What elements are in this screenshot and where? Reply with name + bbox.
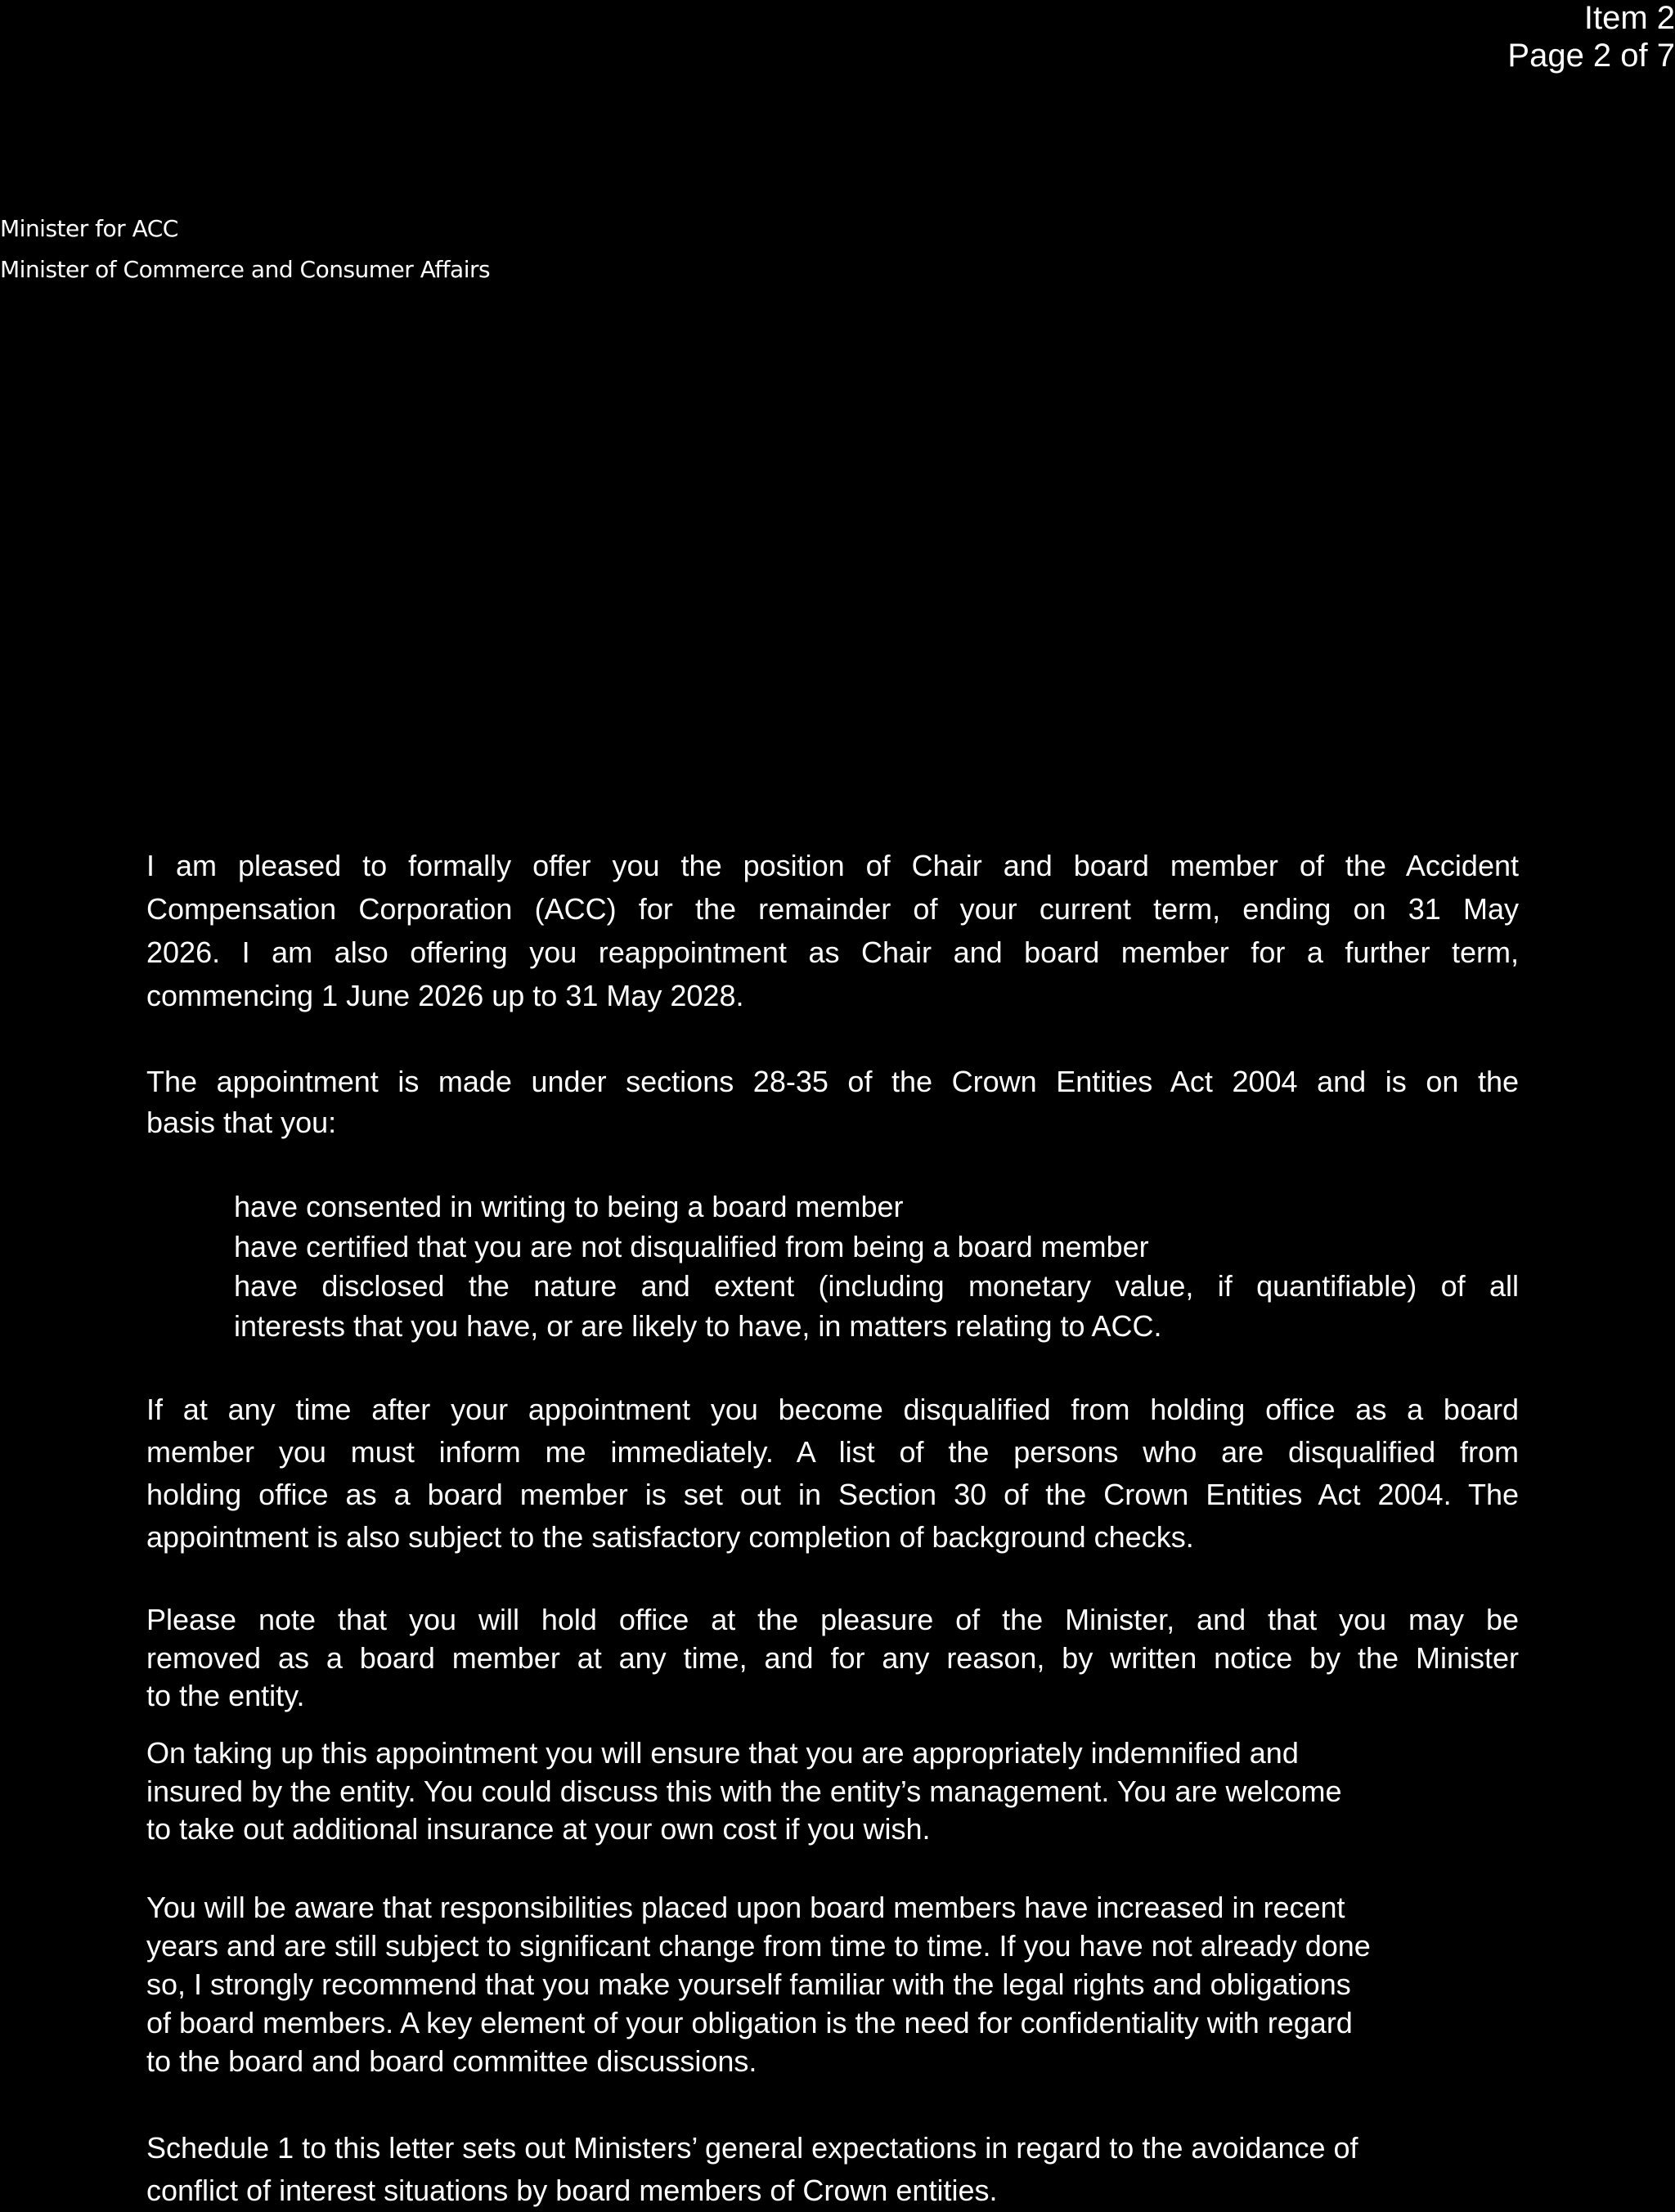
text-line: Schedule 1 to this letter sets out Ministers’ general expectations in regard to the avoidance of xyxy=(146,2131,1358,2165)
text-line: You will be aware that responsibilities placed upon board members have increased in recent xyxy=(146,1891,1345,1924)
text-line: to the entity. xyxy=(146,1679,305,1712)
list-item: have consented in writing to being a board member xyxy=(234,1190,904,1223)
paragraph-basis xyxy=(146,1061,1519,1143)
text-line: years and are still subject to significant change from time to time. If you have not already done xyxy=(146,1929,1371,1963)
text-line: If at any time after your appointment you become disqualified from holding office as a board xyxy=(146,1393,1519,1426)
text-line: of board members. A key element of your obligation is the need for confidentiality with regard xyxy=(146,2006,1353,2039)
text-line: holding office as a board member is set out in Section 30 of the Crown Entities Act 2004. The xyxy=(146,1478,1519,1511)
text-line: The appointment is made under sections 28-35 of the Crown Entities Act 2004 and is on the xyxy=(146,1065,1519,1098)
text-line: basis that you: xyxy=(146,1106,337,1139)
sender-title-2: Minister of Commerce and Consumer Affairs xyxy=(0,256,491,283)
text-line: 2026. I am also offering you reappointment as Chair and board member for a further term, xyxy=(146,936,1519,969)
paragraph-offer xyxy=(146,844,1519,1017)
item-number: Item 2 xyxy=(1583,0,1675,36)
paragraph-disqualification xyxy=(146,1389,1519,1559)
paragraph-responsibilities xyxy=(146,1888,1519,2080)
text-line: appointment is also subject to the satisfactory completion of background checks. xyxy=(146,1520,1194,1554)
list-item: have certified that you are not disqualified from being a board member xyxy=(234,1229,1149,1263)
text-line: Compensation Corporation (ACC) for the remainder of your current term, ending on 31 May xyxy=(146,892,1519,926)
text-line: member you must inform me immediately. A list of the persons who are disqualified from xyxy=(146,1435,1519,1469)
sender-title-1: Minister for ACC xyxy=(0,215,178,242)
text-line: so, I strongly recommend that you make yourself familiar with the legal rights and obligations xyxy=(146,1967,1351,2001)
paragraph-insurance xyxy=(146,1734,1519,1849)
text-line: conflict of interest situations by board members of Crown entities. xyxy=(146,2174,998,2207)
list-item: have disclosed the nature and extent (including monetary value, if quantifiable) of all xyxy=(234,1269,1519,1303)
text-line: Please note that you will hold office at the pleasure of the Minister, and that you may be xyxy=(146,1603,1519,1636)
list-item: interests that you have, or are likely to have, in matters relating to ACC. xyxy=(234,1308,1162,1343)
text-line: insured by the entity. You could discuss this with the entity’s management. You are welcome xyxy=(146,1774,1342,1808)
page-number: Page 2 of 7 xyxy=(1507,38,1675,74)
paragraph-pleasure xyxy=(146,1601,1519,1716)
text-line: to take out additional insurance at your own cost if you wish. xyxy=(146,1812,931,1846)
text-line: to the board and board committee discussions. xyxy=(146,2044,757,2078)
basis-list xyxy=(234,1187,1519,1346)
text-line: I am pleased to formally offer you the position of Chair and board member of the Accident xyxy=(146,849,1519,882)
text-line: On taking up this appointment you will ensure that you are appropriately indemnified and xyxy=(146,1736,1299,1770)
paragraph-schedule xyxy=(146,2127,1519,2212)
text-line: commencing 1 June 2026 up to 31 May 2028. xyxy=(146,979,744,1012)
text-line: removed as a board member at any time, and for any reason, by written notice by the Minister xyxy=(146,1640,1519,1675)
